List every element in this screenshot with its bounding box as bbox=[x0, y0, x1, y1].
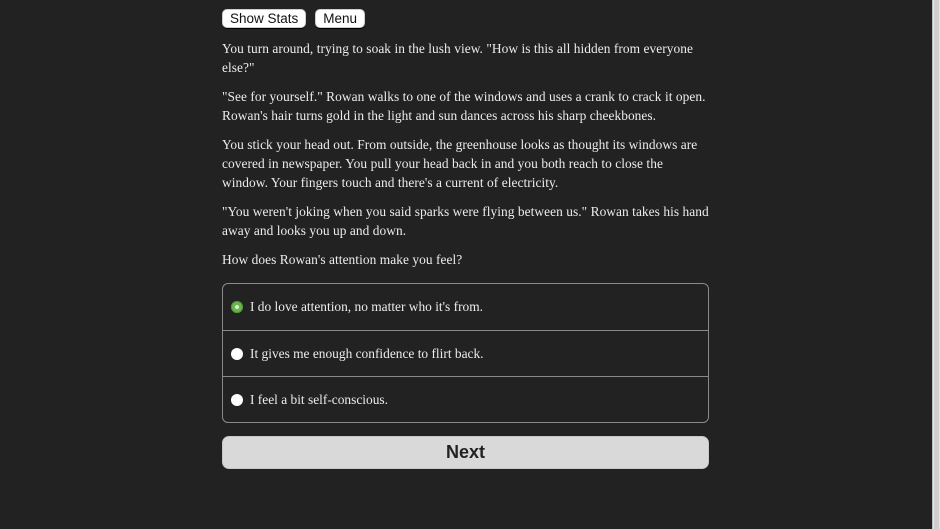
choice-label: I feel a bit self-conscious. bbox=[250, 391, 388, 407]
vertical-scrollbar[interactable] bbox=[932, 0, 940, 529]
choice-label: It gives me enough confidence to flirt back. bbox=[250, 345, 484, 361]
story-paragraph: "See for yourself." Rowan walks to one of the windows and uses a crank to crack it open. Rowan's hair turns gold in the light and sun dances across his sharp cheekbones. bbox=[222, 89, 706, 123]
show-stats-button[interactable]: Show Stats bbox=[222, 9, 306, 28]
radio-unselected-icon[interactable] bbox=[231, 348, 243, 360]
story-text bbox=[222, 39, 709, 269]
radio-unselected-icon[interactable] bbox=[231, 394, 243, 406]
story-paragraph: You stick your head out. From outside, the greenhouse looks as thought its windows are covered in newspaper. You pull your head back in and you both reach to close the window. Your fingers touch and there's a current of electricity. bbox=[222, 137, 698, 190]
menu-button[interactable]: Menu bbox=[315, 9, 365, 28]
next-button[interactable]: Next bbox=[222, 436, 709, 469]
choice-list bbox=[222, 283, 709, 423]
story-paragraph: "You weren't joking when you said sparks were flying between us." Rowan takes his hand away and looks you up and down. bbox=[222, 204, 709, 238]
choice-label: I do love attention, no matter who it's from. bbox=[250, 299, 483, 314]
choice-option-2[interactable] bbox=[223, 330, 708, 376]
choice-option-3[interactable] bbox=[223, 376, 708, 422]
choice-option-1[interactable] bbox=[223, 284, 708, 330]
question-prompt: How does Rowan's attention make you feel? bbox=[222, 252, 463, 267]
radio-selected-icon[interactable] bbox=[231, 301, 243, 313]
toolbar bbox=[222, 9, 709, 28]
game-content bbox=[222, 0, 709, 469]
story-paragraph: You turn around, trying to soak in the lush view. "How is this all hidden from everyone else?" bbox=[222, 41, 693, 75]
scrollbar-thumb[interactable] bbox=[934, 0, 939, 529]
